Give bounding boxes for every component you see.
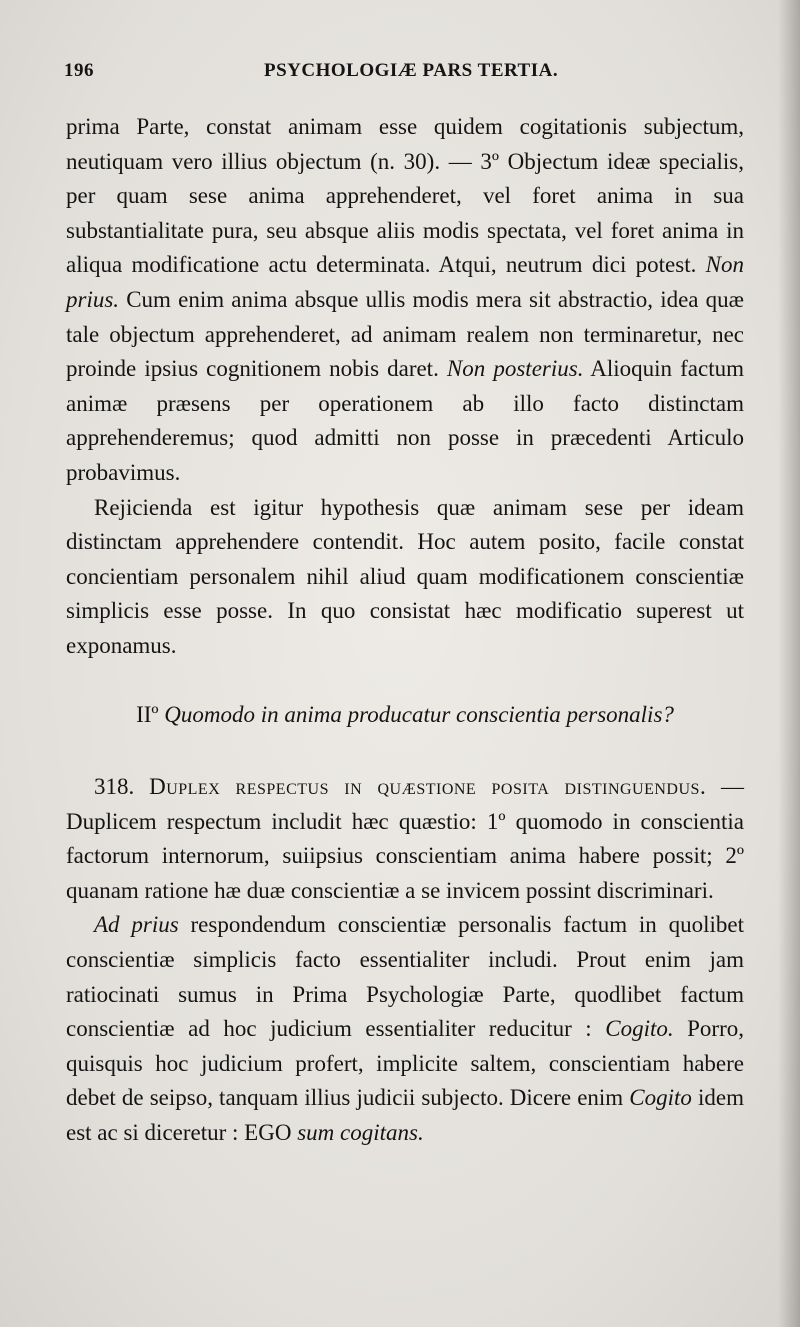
running-title: PSYCHOLOGIÆ PARS TERTIA.	[264, 60, 559, 81]
subheading-numeral: IIº	[136, 701, 159, 727]
section-text: — Duplicem respectum includit hæc quæstio: 1º quomodo in conscientia factorum internorum, suiipsius conscientiam anima habere possit; 2º quanam ratione hæ duæ conscientiæ a se invicem possint discriminari.	[66, 774, 745, 903]
p4-text-d: Porro, quisquis hoc judicium profert, implicite saltem, conscientiam habere debet de seipso, tanquam illius judicii subjecto. Dicere enim	[66, 1016, 745, 1111]
p1-text-e: Alioquin factum animæ præsens per operationem ab illo facto distinctam apprehenderemus; quod admitti non posse in præcedenti Articulo probavimus.	[66, 356, 745, 485]
section-heading: Duplex respectus in quæstione posita distinguendus.	[149, 774, 707, 800]
paragraph-1	[66, 110, 744, 491]
page-body	[66, 110, 744, 1151]
p1-text-c: Cum enim anima absque ullis modis mera sit abstractio, idea quæ tale objectum apprehenderet, ad animam realem non terminaretur, nec proinde ipsius cognitionem nobis daret.	[66, 286, 745, 382]
section-number: 318.	[94, 774, 135, 800]
running-head	[64, 60, 744, 90]
paragraph-318	[66, 770, 744, 908]
p1-non-posterius: Non posterius.	[446, 356, 584, 382]
p1-text-a: prima Parte, constat animam esse quidem cogitationis subjectum, neutiquam vero illius objectum (n. 30). — 3º Objectum ideæ specialis, per quam sese anima apprehenderet, vel foret anima in sua substantialitate pura, seu absque aliis modis spectata, vel foret anima in aliqua modificatione actu determinata. Atqui, neutrum dici potest.	[66, 114, 744, 278]
subheading	[66, 698, 744, 733]
page-edge-shadow	[778, 0, 800, 1327]
p4-cogito-1: Cogito.	[605, 1016, 674, 1042]
p4-ad-prius: Ad prius	[94, 912, 179, 938]
p4-cogito-2: Cogito	[629, 1085, 692, 1111]
p4-text-f: idem est ac si diceretur : EGO	[66, 1085, 745, 1146]
paragraph-4	[66, 908, 744, 1150]
p4-text-b: respondendum conscientiæ personalis factum in quolibet conscientiæ simplicis facto essentialiter includi. Prout enim jam ratiocinati sumus in Prima Psychologiæ Parte, quodlibet factum conscientiæ ad hoc judicium essentialiter reducitur :	[66, 912, 745, 1042]
p1-non-prius: Non prius.	[66, 252, 745, 312]
p4-sum-cogitans: sum cogitans.	[297, 1120, 424, 1146]
subheading-text: Quomodo in anima producatur conscientia personalis?	[164, 701, 674, 727]
page-number: 196	[64, 60, 94, 81]
paragraph-2: Rejicienda est igitur hypothesis quæ animam sese per ideam distinctam apprehendere contendit. Hoc autem posito, facile constat concientiam personalem nihil aliud quam modificationem conscientiæ simplicis esse posse. In quo consistat hæc modificatio superest ut exponamus.	[66, 494, 744, 658]
